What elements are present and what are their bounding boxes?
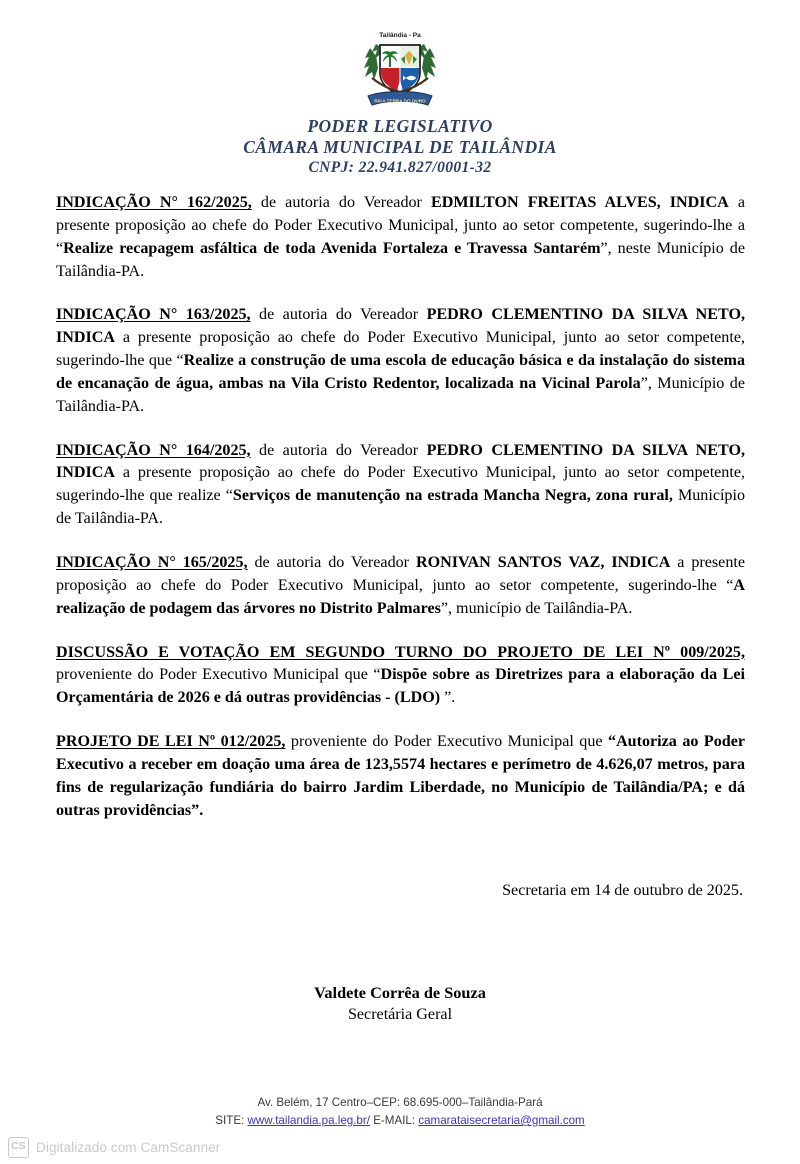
paragraph-projeto-lei-009 xyxy=(56,642,745,711)
camscanner-badge-icon: CS xyxy=(8,1137,29,1158)
camscanner-label: Digitalizado com CamScanner xyxy=(36,1140,221,1155)
footer-contact-line xyxy=(0,1112,800,1130)
text-segment-1: de autoria do Vereador xyxy=(250,306,427,324)
signer-name: Valdete Corrêa de Souza xyxy=(314,983,486,1002)
svg-text:Tailândia - Pa: Tailândia - Pa xyxy=(379,32,421,39)
text-segment-5: ”, Município de Tailândia-PA. xyxy=(56,374,745,415)
text-segment-3: a presente proposição ao chefe do Poder Executivo Municipal, junto ao setor competente, sugerindo-lhe “ xyxy=(56,553,745,594)
header-line-poder-legislativo: PODER LEGISLATIVO xyxy=(307,116,493,136)
paragraph-indicacao-163 xyxy=(56,304,745,418)
text-segment-3: a presente proposição ao chefe do Poder Executivo Municipal, junto ao setor competente, sugerindo-lhe a “ xyxy=(56,194,746,257)
text-segment-1: proveniente do Poder Executivo Municipal que “ xyxy=(56,666,381,684)
text-segment-1: de autoria do Vereador xyxy=(251,194,431,211)
document-footer xyxy=(0,1094,800,1130)
text-segment-2: PEDRO CLEMENTINO DA SILVA NETO, INDICA xyxy=(56,441,745,482)
text-segment-3: ”. xyxy=(440,689,456,707)
text-segment-5: Município de Tailândia-PA. xyxy=(56,487,745,528)
svg-text:RICA TERRA DO OURO: RICA TERRA DO OURO xyxy=(374,98,426,104)
paragraph-indicacao-165 xyxy=(56,552,745,621)
text-segment-2: “Autoriza ao Poder Executivo a receber em doação uma área de 123,5574 hectares e perímetro de 4.626,07 metros, para fins de regularização fundiária do bairro Jardim Liberdade, no Município de Tailândia/PA; e dá outras providências”. xyxy=(56,733,746,819)
header-line-cnpj: CNPJ: 22.941.827/0001-32 xyxy=(308,158,492,176)
text-segment-0: INDICAÇÃO N° 162/2025, xyxy=(56,194,252,211)
text-segment-4: Realize recapagem asfáltica de toda Avenida Fortaleza e Travessa Santarém xyxy=(63,239,601,257)
text-segment-0: PROJETO DE LEI Nº 012/2025, xyxy=(56,733,286,751)
document-body xyxy=(56,192,745,822)
text-segment-4: A realização de podagem das árvores no Distrito Palmares xyxy=(56,576,745,617)
tailandia-coat-of-arms-icon xyxy=(352,28,448,112)
text-segment-5: ”, município de Tailândia-PA. xyxy=(440,599,633,617)
footer-site-link[interactable]: www.tailandia.pa.leg.br/ xyxy=(247,1113,370,1127)
camscanner-watermark xyxy=(8,1137,220,1158)
text-segment-5: ”, neste Município de Tailândia-PA. xyxy=(56,239,745,280)
text-segment-2: Dispõe sobre as Diretrizes para a elaboração da Lei Orçamentária de 2026 e dá outras providências - (LDO) xyxy=(56,666,745,707)
footer-address: Av. Belém, 17 Centro–CEP: 68.695-000–Tailândia-Pará xyxy=(257,1096,543,1109)
paragraph-indicacao-162 xyxy=(56,192,745,283)
text-segment-4: Serviços de manutenção na estrada Mancha Negra, zona rural, xyxy=(232,487,673,505)
text-segment-1: proveniente do Poder Executivo Municipal que xyxy=(285,733,609,751)
text-segment-1: de autoria do Vereador xyxy=(250,441,427,459)
header-line-camara-municipal: CÂMARA MUNICIPAL DE TAILÂNDIA xyxy=(243,137,557,158)
date-line: Secretaria em 14 de outubro de 2025. xyxy=(502,882,743,899)
text-segment-0: INDICAÇÃO N° 164/2025, xyxy=(56,441,251,459)
text-segment-3: a presente proposição ao chefe do Poder Executivo Municipal, junto ao setor competente, sugerindo-lhe que “ xyxy=(56,329,745,370)
footer-email-label: E-MAIL: xyxy=(373,1113,416,1127)
text-segment-1: de autoria do Vereador xyxy=(247,553,416,571)
text-segment-0: INDICAÇÃO N° 165/2025, xyxy=(56,553,248,571)
document-header xyxy=(0,0,800,178)
footer-site-label: SITE: xyxy=(215,1113,245,1127)
text-segment-2: RONIVAN SANTOS VAZ, INDICA xyxy=(415,553,671,571)
signature-block xyxy=(0,982,800,1026)
text-segment-2: PEDRO CLEMENTINO DA SILVA NETO, INDICA xyxy=(56,306,745,347)
paragraph-projeto-lei-012 xyxy=(56,731,745,822)
text-segment-0: DISCUSSÃO E VOTAÇÃO EM SEGUNDO TURNO DO PROJETO DE LEI Nº 009/2025, xyxy=(56,643,745,661)
footer-email-link[interactable]: camarataisecretaria@gmail.com xyxy=(418,1113,585,1127)
text-segment-0: INDICAÇÃO N° 163/2025, xyxy=(56,306,251,324)
text-segment-3: a presente proposição ao chefe do Poder Executivo Municipal, junto ao setor competente, sugerindo-lhe que realize “ xyxy=(56,464,745,505)
signer-role: Secretária Geral xyxy=(347,1006,453,1023)
text-segment-4: Realize a construção de uma escola de educação básica e da instalação do sistema de encanação de água, ambas na Vila Cristo Redentor, localizada na Vicinal Parola xyxy=(56,352,746,392)
paragraph-indicacao-164 xyxy=(56,440,745,531)
text-segment-2: EDMILTON FREITAS ALVES, INDICA xyxy=(430,194,729,211)
